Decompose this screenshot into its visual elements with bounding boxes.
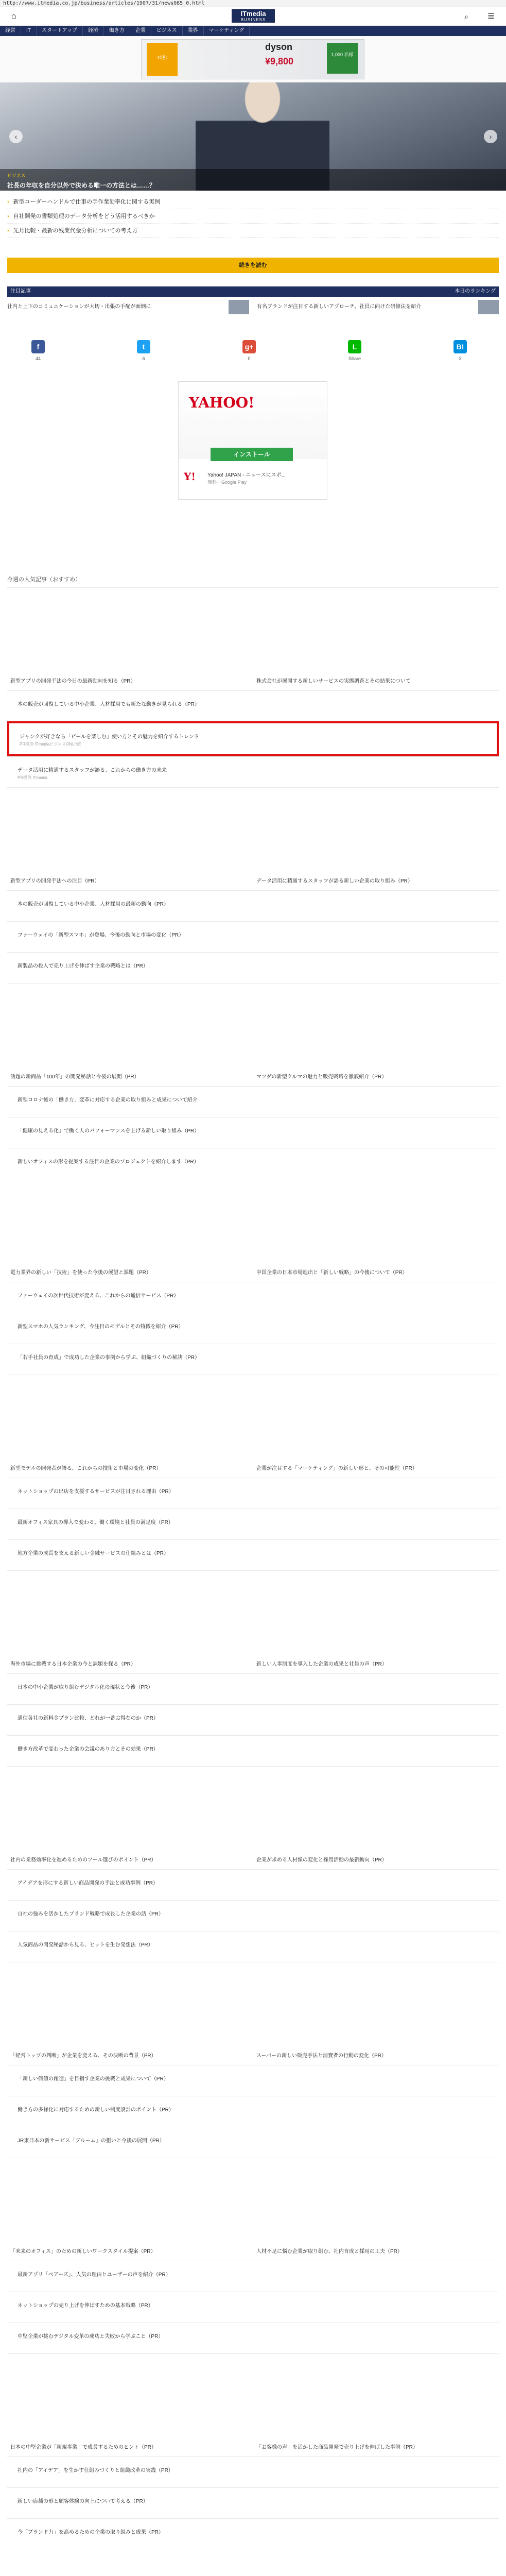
- feed-row: [7, 2456, 499, 2487]
- feed-article-title: 新型コロナ後の「働き方」変革に対応する企業の取り組みと成果について紹介: [18, 1097, 198, 1103]
- headline-item[interactable]: [7, 195, 499, 209]
- app-meta: [184, 468, 323, 497]
- share-count: 6: [142, 356, 145, 361]
- feed-article-title: 自社の強みを活かしたブランド戦略で成長した企業の話（PR）: [18, 1911, 164, 1917]
- feed-card[interactable]: [253, 2354, 499, 2456]
- feed-row: [7, 690, 499, 721]
- hero-title: 社長の年収を自分以外で決める唯一の方法とは……？: [7, 182, 156, 189]
- feed-article[interactable]: [18, 1344, 496, 1375]
- feed-row: [7, 2096, 499, 2127]
- feed-row: [7, 2487, 499, 2518]
- search-icon[interactable]: ⌕: [464, 12, 468, 21]
- ranking-tabs: [7, 286, 499, 297]
- feed-article-title: 地方企業の成長を支える新しい金融サービスの仕組みとは（PR）: [18, 1551, 169, 1556]
- share-count: 44: [35, 356, 41, 361]
- feed-row: [7, 2323, 499, 2353]
- feed-row: [7, 1735, 499, 1766]
- feed-article-title: 新しいオフィスの形を提案する注目の企業のプロジェクトを紹介します（PR）: [18, 1159, 199, 1165]
- feed-card-title: データ活用に精通するスタッフが語る新しい企業の取り組み（PR）: [256, 878, 413, 884]
- feed-article[interactable]: [18, 1148, 496, 1179]
- feed-article-title: 働き方の多様化に対応するための新しい制度設計のポイント（PR）: [18, 2107, 174, 2113]
- address-bar[interactable]: http://www.itmedia.co.jp/business/articles/1907/31/news085_0.html: [0, 0, 506, 7]
- nav-item[interactable]: 企業: [130, 26, 151, 36]
- share-count: 2: [459, 356, 462, 361]
- feed-article[interactable]: [18, 1087, 496, 1117]
- feed-card[interactable]: [253, 984, 499, 1086]
- feed-row: [7, 2065, 499, 2096]
- logo-sub: BUSINESS: [240, 18, 266, 22]
- googleplus-icon: g+: [242, 340, 256, 353]
- feed-article-meta: PR提供 ITmedia: [18, 775, 48, 780]
- feed-card-title: 社内の業務効率化を進めるためのツール選びのポイント（PR）: [10, 1857, 156, 1863]
- feed-article-title: 新型スマホの人気ランキング、今注目のモデルとその特徴を紹介（PR）: [18, 1324, 184, 1330]
- feed-article-title: 本の販売が回復している中小企業、人材採用でも新たな動きが見られる（PR）: [18, 702, 200, 707]
- feed-row: [7, 2261, 499, 2292]
- feed-row: [7, 1673, 499, 1704]
- feed-article-title: JR東日本の新サービス「ブルーム」の狙いと今後の展開（PR）: [18, 2138, 165, 2144]
- feed-article[interactable]: [18, 1870, 496, 1900]
- nav-item[interactable]: 働き方: [104, 26, 130, 36]
- feed-article-title: 最新アプリ「ベアーズ」、人気の理由とユーザーの声を紹介（PR）: [18, 2272, 171, 2278]
- feed-row: [7, 2158, 499, 2261]
- share-count: Share: [348, 356, 361, 361]
- feed-article[interactable]: [18, 922, 496, 952]
- hero-carousel[interactable]: [0, 82, 506, 191]
- feed-row: [7, 1539, 499, 1570]
- feed-article-meta: PR提供 ITmediaビジネスONLiNE: [20, 742, 81, 747]
- feed-article[interactable]: [18, 1736, 496, 1766]
- feed-article[interactable]: [18, 2127, 496, 2158]
- feed-article-title: 新しい店舗の形と顧客体験の向上について考える（PR）: [18, 2499, 148, 2504]
- ad-area: [0, 36, 506, 82]
- hero-caption[interactable]: [0, 169, 506, 191]
- feed-article[interactable]: [18, 2488, 496, 2518]
- feed-card[interactable]: [7, 2354, 253, 2456]
- feed-card-title: 新型アプリの開発手法への注目（PR）: [10, 878, 100, 884]
- feed-article-title: 本の販売が回復している中小企業、人材採用の最新の動向（PR）: [18, 902, 169, 907]
- feed-card-title: 新しい人事制度を導入した企業の成果と社員の声（PR）: [256, 1662, 387, 1667]
- feed-article[interactable]: [18, 2261, 496, 2292]
- headline-text: 自社開発の書類処理のデータ分析をどう活用するべきか: [13, 213, 155, 219]
- feed-row: [7, 1931, 499, 1962]
- feed-card-title: 株式会社が展開する新しいサービスの実態調査とその結果について: [256, 679, 411, 684]
- yahoo-logo-icon: Y!: [184, 470, 196, 483]
- share-facebook-button[interactable]: [7, 340, 69, 364]
- nav-item[interactable]: IT: [21, 26, 37, 36]
- headline-text: 新型コーダーハンドルで仕事の手作業効率化に関する実例: [13, 199, 161, 205]
- feed-article-title: アイデアを形にする新しい商品開発の手法と成功事例（PR）: [18, 1880, 158, 1886]
- app-name: Yahoo! JAPAN - ニュースにスポ...: [207, 472, 286, 478]
- feed-article[interactable]: [18, 1282, 496, 1313]
- feed-article-title: 「新しい価値の創造」を目指す企業の挑戦と成果について（PR）: [18, 2076, 169, 2082]
- feed-article[interactable]: [18, 2065, 496, 2096]
- feed-article-title: 社内の「アイデア」を生かす仕組みづくりと組織改革の実践（PR）: [18, 2468, 173, 2473]
- share-googleplus-button[interactable]: [218, 340, 280, 364]
- feed-card[interactable]: [253, 1767, 499, 1869]
- feed-row: [7, 1148, 499, 1179]
- ranking-item-text: 有名ブランドが注目する新しいアプローチ、社員に向けた研修法を紹介: [257, 304, 422, 310]
- ranking-item[interactable]: [257, 298, 499, 316]
- feed-row: [7, 1086, 499, 1117]
- feed-row: [7, 1313, 499, 1344]
- twitter-icon: t: [137, 340, 150, 353]
- app-install-ad[interactable]: [178, 381, 327, 500]
- headline-item[interactable]: [7, 209, 499, 224]
- ad-banner[interactable]: [141, 39, 364, 79]
- feed-article[interactable]: [18, 891, 496, 921]
- feed-card-title: スーパーの新しい販売手法と消費者の行動の変化（PR）: [256, 2053, 387, 2059]
- feed-article[interactable]: [18, 1540, 496, 1570]
- feed-card-title: 企業が求める人材像の変化と採用活動の最新動向（PR）: [256, 1857, 387, 1863]
- feed-row: [7, 921, 499, 952]
- feed-article-title: ネットショップの出店を支援するサービスが注目される理由（PR）: [18, 1489, 174, 1495]
- feed-article[interactable]: [18, 1901, 496, 1931]
- feed-row: [7, 1962, 499, 2065]
- chevron-right-icon: ›: [7, 213, 9, 219]
- feed-card-title: 日本の中堅企業が「新規事業」で成長するためのヒント（PR）: [10, 2445, 156, 2450]
- feed-row: [7, 2127, 499, 2158]
- feed-article[interactable]: [18, 757, 496, 787]
- feed-card-title: 企業が注目する「マーケティング」の新しい形と、その可能性（PR）: [256, 1466, 417, 1471]
- feed-card-title: 電力業界の新しい「技術」を使った今後の展望と課題（PR）: [10, 1270, 151, 1276]
- site-header: [0, 7, 506, 26]
- nav-item[interactable]: 経営: [0, 26, 21, 36]
- facebook-icon: f: [31, 340, 45, 353]
- feed-card[interactable]: [7, 1767, 253, 1869]
- category-nav: [0, 26, 506, 36]
- line-icon: L: [348, 340, 361, 353]
- feed-card[interactable]: [253, 1962, 499, 2065]
- feed-card-title: 話題の新商品「100年」の開発秘話と今後の展開（PR）: [10, 1074, 139, 1080]
- feed-row: [7, 983, 499, 1086]
- logo-main: ITmedia: [240, 10, 266, 18]
- feed-card[interactable]: [7, 788, 253, 890]
- feed-article[interactable]: [18, 953, 496, 983]
- feed-row: [7, 1766, 499, 1869]
- read-more-button[interactable]: 続きを読む: [7, 258, 499, 273]
- nav-item[interactable]: 経済: [83, 26, 104, 36]
- chevron-right-icon: ›: [7, 228, 9, 234]
- tab-featured[interactable]: 注目記事: [10, 289, 31, 294]
- feed-card-title: マツダの新型クルマの魅力と販売戦略を徹底紹介（PR）: [256, 1074, 387, 1080]
- highlighted-article[interactable]: [20, 723, 498, 754]
- ranking-thumbnail: [229, 300, 249, 314]
- feed-article[interactable]: [18, 2292, 496, 2323]
- feed-article-title: ファーウェイの「新型スマホ」が登場、今後の動向と市場の変化（PR）: [18, 933, 184, 938]
- nav-item[interactable]: ビジネス: [151, 26, 183, 36]
- carousel-prev-icon[interactable]: ‹: [9, 130, 23, 143]
- share-count: 0: [248, 356, 251, 361]
- nav-item[interactable]: スタートアップ: [37, 26, 83, 36]
- feed-row: [7, 1900, 499, 1931]
- feed-card[interactable]: [7, 1962, 253, 2065]
- feed-row: [7, 1375, 499, 1478]
- feed-card[interactable]: [7, 1375, 253, 1478]
- feed-card[interactable]: [253, 588, 499, 690]
- nav-item[interactable]: マーケティング: [204, 26, 250, 36]
- nav-item[interactable]: 業界: [183, 26, 204, 36]
- feed-card-title: 中国企業の日本市場進出と「新しい戦略」の今後について（PR）: [256, 1270, 408, 1276]
- feed-card[interactable]: [253, 1179, 499, 1282]
- share-hatena-button[interactable]: [429, 340, 491, 364]
- hatena-icon: B!: [453, 340, 467, 353]
- feed-article-title: 「健康の見える化」で働く人のパフォーマンスを上げる新しい取り組み（PR）: [18, 1128, 200, 1134]
- feed-article[interactable]: [18, 1674, 496, 1704]
- feed-row: [7, 587, 499, 690]
- feed-card-title: 新型アプリの開発手法の今日の最新動向を知る（PR）: [10, 679, 136, 684]
- feed-article[interactable]: [18, 691, 496, 721]
- feed-card-title: 「経営トップの判断」が企業を変える、その決断の背景（PR）: [10, 2053, 156, 2059]
- feed-article-title: 新製品の投入で売り上げを伸ばす企業の戦略とは（PR）: [18, 963, 148, 969]
- feed-row: [7, 1179, 499, 1282]
- ranking-row: [7, 298, 499, 316]
- install-button[interactable]: インストール: [211, 448, 293, 461]
- feed-article[interactable]: [18, 1931, 496, 1962]
- feed-row: [7, 787, 499, 890]
- home-icon[interactable]: ⌂: [11, 12, 16, 21]
- feed-card-title: 「未来のオフィス」のための新しいワークスタイル提案（PR）: [10, 2249, 156, 2255]
- headline-text: 先月比較・最新の残業代金分析についての考え方: [13, 228, 138, 234]
- recommend-feed: [7, 587, 499, 2576]
- feed-card-title: 「お客様の声」を活かした商品開発で売り上げを伸ばした事例（PR）: [256, 2445, 418, 2450]
- feed-row: [7, 2518, 499, 2549]
- share-buttons: [7, 340, 499, 364]
- feed-card-title: 新型モデルの開発者が語る、これからの技術と市場の変化（PR）: [10, 1466, 162, 1471]
- feed-row: [7, 1704, 499, 1735]
- feed-article[interactable]: [18, 1117, 496, 1148]
- feed-article[interactable]: [18, 1705, 496, 1735]
- chevron-right-icon: ›: [7, 199, 9, 205]
- feed-row: [7, 2292, 499, 2323]
- feed-article-title: データ活用に精通するスタッフが語る、これからの働き方の未来: [18, 768, 167, 773]
- ad-price: ¥9,800: [265, 56, 294, 66]
- ad-badge: 1,000 名様: [327, 43, 358, 74]
- feed-article-title: ファーウェイの次世代技術が変える、これからの通信サービス（PR）: [18, 1293, 179, 1299]
- feed-card[interactable]: [253, 1375, 499, 1478]
- hero-category: ビジネス: [7, 173, 26, 178]
- site-logo[interactable]: [232, 9, 275, 23]
- feed-article[interactable]: [18, 1313, 496, 1344]
- feed-row: [7, 1570, 499, 1673]
- app-sub: 無料・Google Play: [207, 480, 247, 485]
- share-twitter-button[interactable]: [113, 340, 175, 364]
- ad-product: 10秒: [147, 43, 178, 76]
- feed-article-title: ジャンクが好きなら「ビールを楽しむ」使い方とその魅力を紹介するトレンド: [20, 734, 199, 740]
- feed-row: [7, 1282, 499, 1313]
- app-brand: YAHOO!: [189, 394, 255, 411]
- feed-row: [7, 1509, 499, 1539]
- feed-row: [7, 1117, 499, 1148]
- feed-article[interactable]: [18, 1509, 496, 1539]
- feed-article-title: 働き方改革で変わった企業の会議のあり方とその効果（PR）: [18, 1747, 159, 1752]
- feed-row: [7, 1344, 499, 1375]
- feed-heading: 今週の人気記事（おすすめ）: [7, 577, 81, 583]
- feed-article-title: 最新オフィス家具の導入で変わる、働く環境と社員の満足度（PR）: [18, 1520, 173, 1526]
- feed-card[interactable]: [7, 588, 253, 690]
- feed-row: [7, 2353, 499, 2456]
- feed-article[interactable]: [18, 2457, 496, 2487]
- feed-row: [7, 721, 499, 756]
- feed-article-title: 人気商品の開発秘話から見る、ヒットを生む発想法（PR）: [18, 1942, 153, 1948]
- feed-article[interactable]: [18, 2519, 496, 2549]
- feed-article[interactable]: [18, 1478, 496, 1509]
- ranking-thumbnail: [478, 300, 499, 314]
- feed-card-title: 人材不足に悩む企業が取り組む、社内育成と採用の工夫（PR）: [256, 2249, 403, 2255]
- feed-card[interactable]: [253, 1571, 499, 1673]
- menu-icon[interactable]: ☰: [487, 12, 495, 21]
- share-line-button[interactable]: [324, 340, 386, 364]
- feed-card[interactable]: [7, 984, 253, 1086]
- feed-article-title: 中堅企業が挑むデジタル変革の成功と失敗から学ぶこと（PR）: [18, 2334, 164, 2340]
- feed-article[interactable]: [18, 2323, 496, 2353]
- feed-card[interactable]: [253, 788, 499, 890]
- headline-item[interactable]: [7, 224, 499, 238]
- feed-card[interactable]: [7, 1179, 253, 1282]
- ranking-item[interactable]: [7, 298, 249, 316]
- feed-row: [7, 890, 499, 921]
- feed-article-title: 今「ブランド力」を高めるための企業の取り組みと成果（PR）: [18, 2530, 164, 2535]
- feed-article[interactable]: [18, 2096, 496, 2127]
- carousel-next-icon[interactable]: ›: [484, 130, 497, 143]
- feed-row: [7, 952, 499, 983]
- feed-article-title: ネットショップの売り上げを伸ばすための基本戦略（PR）: [18, 2303, 153, 2309]
- tab-ranking[interactable]: 本日のランキング: [455, 289, 496, 294]
- headline-list: [0, 192, 506, 243]
- feed-row: [7, 756, 499, 787]
- ad-brand: dyson: [265, 42, 293, 52]
- feed-card-title: 海外市場に挑戦する日本企業の今と課題を探る（PR）: [10, 1662, 136, 1667]
- feed-card[interactable]: [7, 1571, 253, 1673]
- ranking-item-text: 社内と上下のコミュニケーションが大切・出張の手配が面倒に: [7, 304, 151, 310]
- feed-row: [7, 1869, 499, 1900]
- feed-article-title: 日本の中小企業が取り組むデジタル化の現状と今後（PR）: [18, 1685, 153, 1690]
- feed-card[interactable]: [7, 2158, 253, 2261]
- feed-card[interactable]: [253, 2158, 499, 2261]
- feed-row: [7, 1478, 499, 1509]
- feed-article-title: 通信各社の新料金プラン比較、どれが一番お得なのか（PR）: [18, 1716, 159, 1721]
- feed-article-title: 「若手社員の育成」で成功した企業の事例から学ぶ、組織づくりの秘訣（PR）: [18, 1355, 200, 1361]
